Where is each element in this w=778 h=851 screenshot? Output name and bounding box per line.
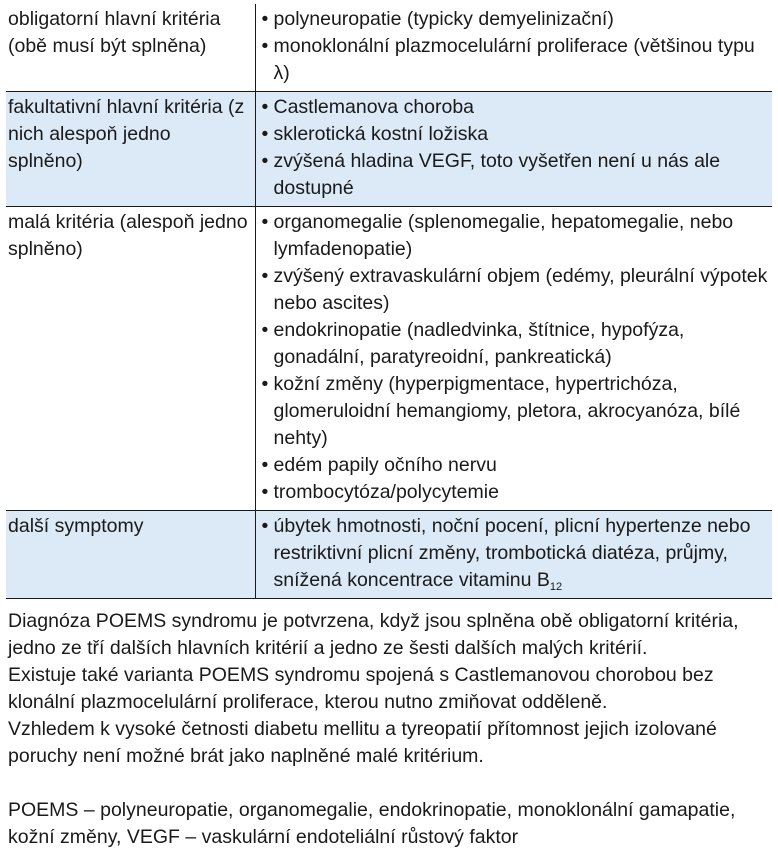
- note-diagnosis: Diagnóza POEMS syndromu je potvrzena, když jsou splněna obě obligatorní kritéria, jedno ze tří dalších hlavních kritérií a jedno ze šesti dalších malých kritérií.: [8, 610, 739, 659]
- criteria-list: [262, 6, 771, 87]
- list-item: • sklerotická kostní ložiska: [262, 121, 771, 148]
- table-row-other-symptoms: [6, 511, 772, 599]
- row-label: fakultativní hlavní kritéria (z nich alespoň jedno splněno): [6, 92, 255, 207]
- note-variant: Existuje také varianta POEMS syndromu spojená s Castlemanovou chorobou bez klonální plazmocelulární proliferace, kterou nutno zmiňovat odděleně.: [8, 664, 714, 713]
- list-item: • endokrinopatie (nadledvinka, štítnice, hypofýza, gonadální, paratyreoidní, pankreatická): [262, 317, 771, 371]
- list-item: • zvýšená hladina VEGF, toto vyšetřen není u nás ale dostupné: [262, 148, 771, 202]
- list-item: [262, 513, 771, 594]
- row-label: obligatorní hlavní kritéria (obě musí být splněna): [6, 4, 255, 92]
- criteria-list: [262, 513, 771, 594]
- subscript: 12: [549, 581, 563, 593]
- list-item: • Castlemanova choroba: [262, 94, 771, 121]
- list-item: • edém papily očního nervu: [262, 452, 771, 479]
- list-item: • polyneuropatie (typicky demyelinizační): [262, 6, 771, 33]
- note-abbreviations: POEMS – polyneuropatie, organomegalie, endokrinopatie, monoklonální gamapatie, kožní změny, VEGF – vaskulární endoteliální růstový faktor: [8, 799, 736, 848]
- row-label: malá kritéria (alespoň jedno splněno): [6, 207, 255, 511]
- list-item: • monoklonální plazmocelulární proliferace (většinou typu λ): [262, 33, 771, 87]
- list-item: • organomegalie (splenomegalie, hepatomegalie, nebo lymfadenopatie): [262, 209, 771, 263]
- table-row-minor: [6, 207, 772, 511]
- list-item: • kožní změny (hyperpigmentace, hypertrichóza, glomeruloidní hemangiomy, pletora, akrocyanóza, bílé nehty): [262, 371, 771, 452]
- row-label: další symptomy: [6, 511, 255, 599]
- list-item-text: úbytek hmotnosti, noční pocení, plicní hypertenze nebo restriktivní plicní změny, trombotická diatéza, průjmy, snížená koncentrace vitaminu B: [273, 515, 751, 591]
- table-row-obligatory: [6, 4, 772, 92]
- list-item: • trombocytóza/polycytemie: [262, 479, 771, 506]
- note-diabetes: Vzhledem k vysoké četnosti diabetu mellitu a tyreopatií přítomnost jejich izolované poruchy není možné brát jako naplněné malé kritérium.: [8, 718, 717, 767]
- criteria-list: [262, 209, 771, 506]
- criteria-table: [6, 4, 772, 599]
- table-notes: [6, 608, 774, 851]
- criteria-list: [262, 94, 771, 202]
- table-row-facultative: [6, 92, 772, 207]
- list-item: • zvýšený extravaskulární objem (edémy, pleurální výpotek nebo ascites): [262, 263, 771, 317]
